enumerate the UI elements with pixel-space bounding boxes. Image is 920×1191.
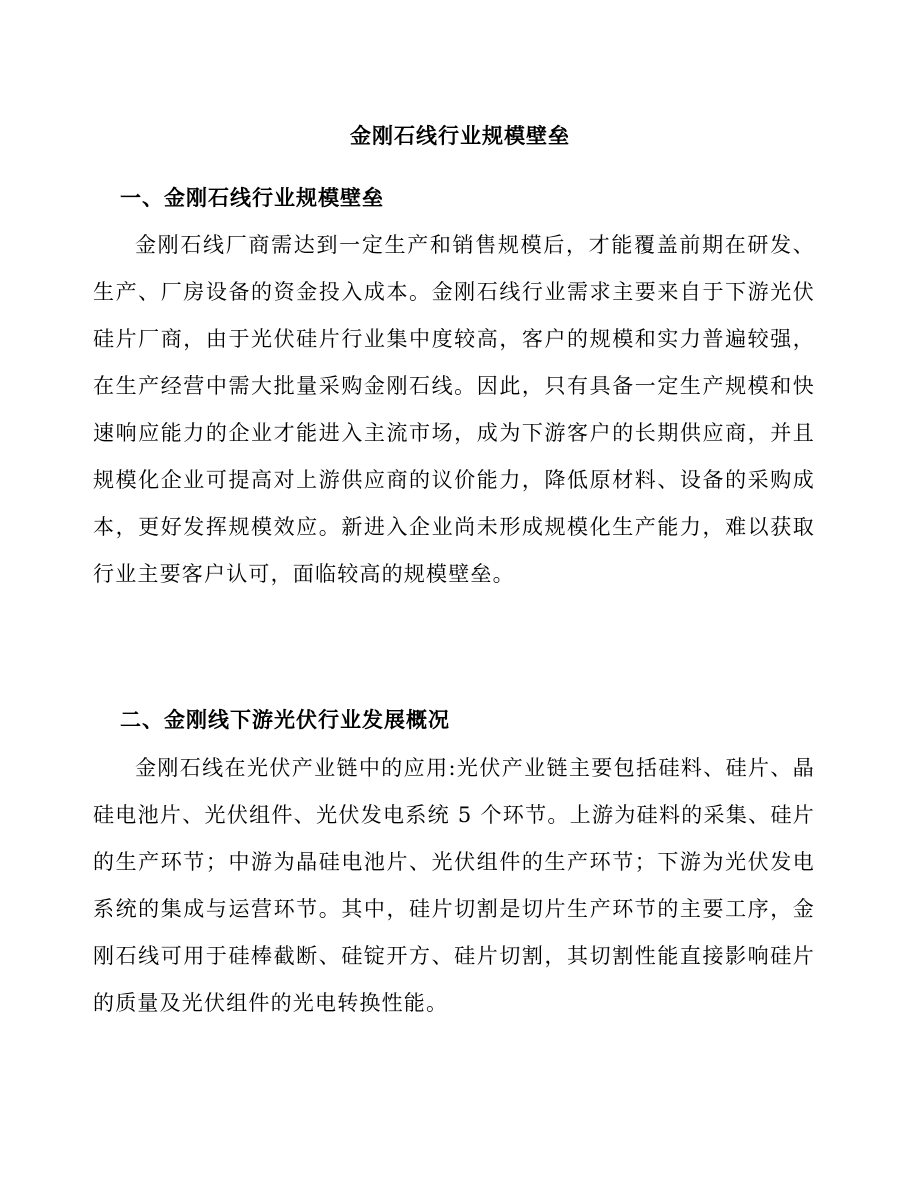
section-heading-2: 二、金刚线下游光伏行业发展概况 — [120, 707, 450, 732]
section-paragraph-1: 金刚石线厂商需达到一定生产和销售规模后，才能覆盖前期在研发、生产、厂房设备的资金投入成本。金刚石线行业需求主要来自于下游光伏硅片厂商，由于光伏硅片行业集中度较高，客户的规模和实力普遍较强，在生产经营中需大批量采购金刚石线。因此，只有具备一定生产规模和快速响应能力的企业才能进入主流市场，成为下游客户的长期供应商，并且规模化企业可提高对上游供应商的议价能力，降低原材料、设备的采购成本，更好发挥规模效应。新进入企业尚未形成规模化生产能力，难以获取行业主要客户认可，面临较高的规模壁垒。 — [93, 233, 815, 586]
document-title: 金刚石线行业规模壁垒 — [350, 123, 570, 148]
section-heading-1: 一、金刚石线行业规模壁垒 — [120, 185, 384, 210]
section-paragraph-2: 金刚石线在光伏产业链中的应用:光伏产业链主要包括硅料、硅片、晶硅电池片、光伏组件、光伏发电系统 5 个环节。上游为硅料的采集、硅片的生产环节；中游为晶硅电池片、光伏组件的生产环节；下游为光伏发电系统的集成与运营环节。其中，硅片切割是切片生产环节的主要工序，金刚石线可用于硅棒截断、硅锭开方、硅片切割，其切割性能直接影响硅片的质量及光伏组件的光电转换性能。 — [93, 756, 815, 1015]
